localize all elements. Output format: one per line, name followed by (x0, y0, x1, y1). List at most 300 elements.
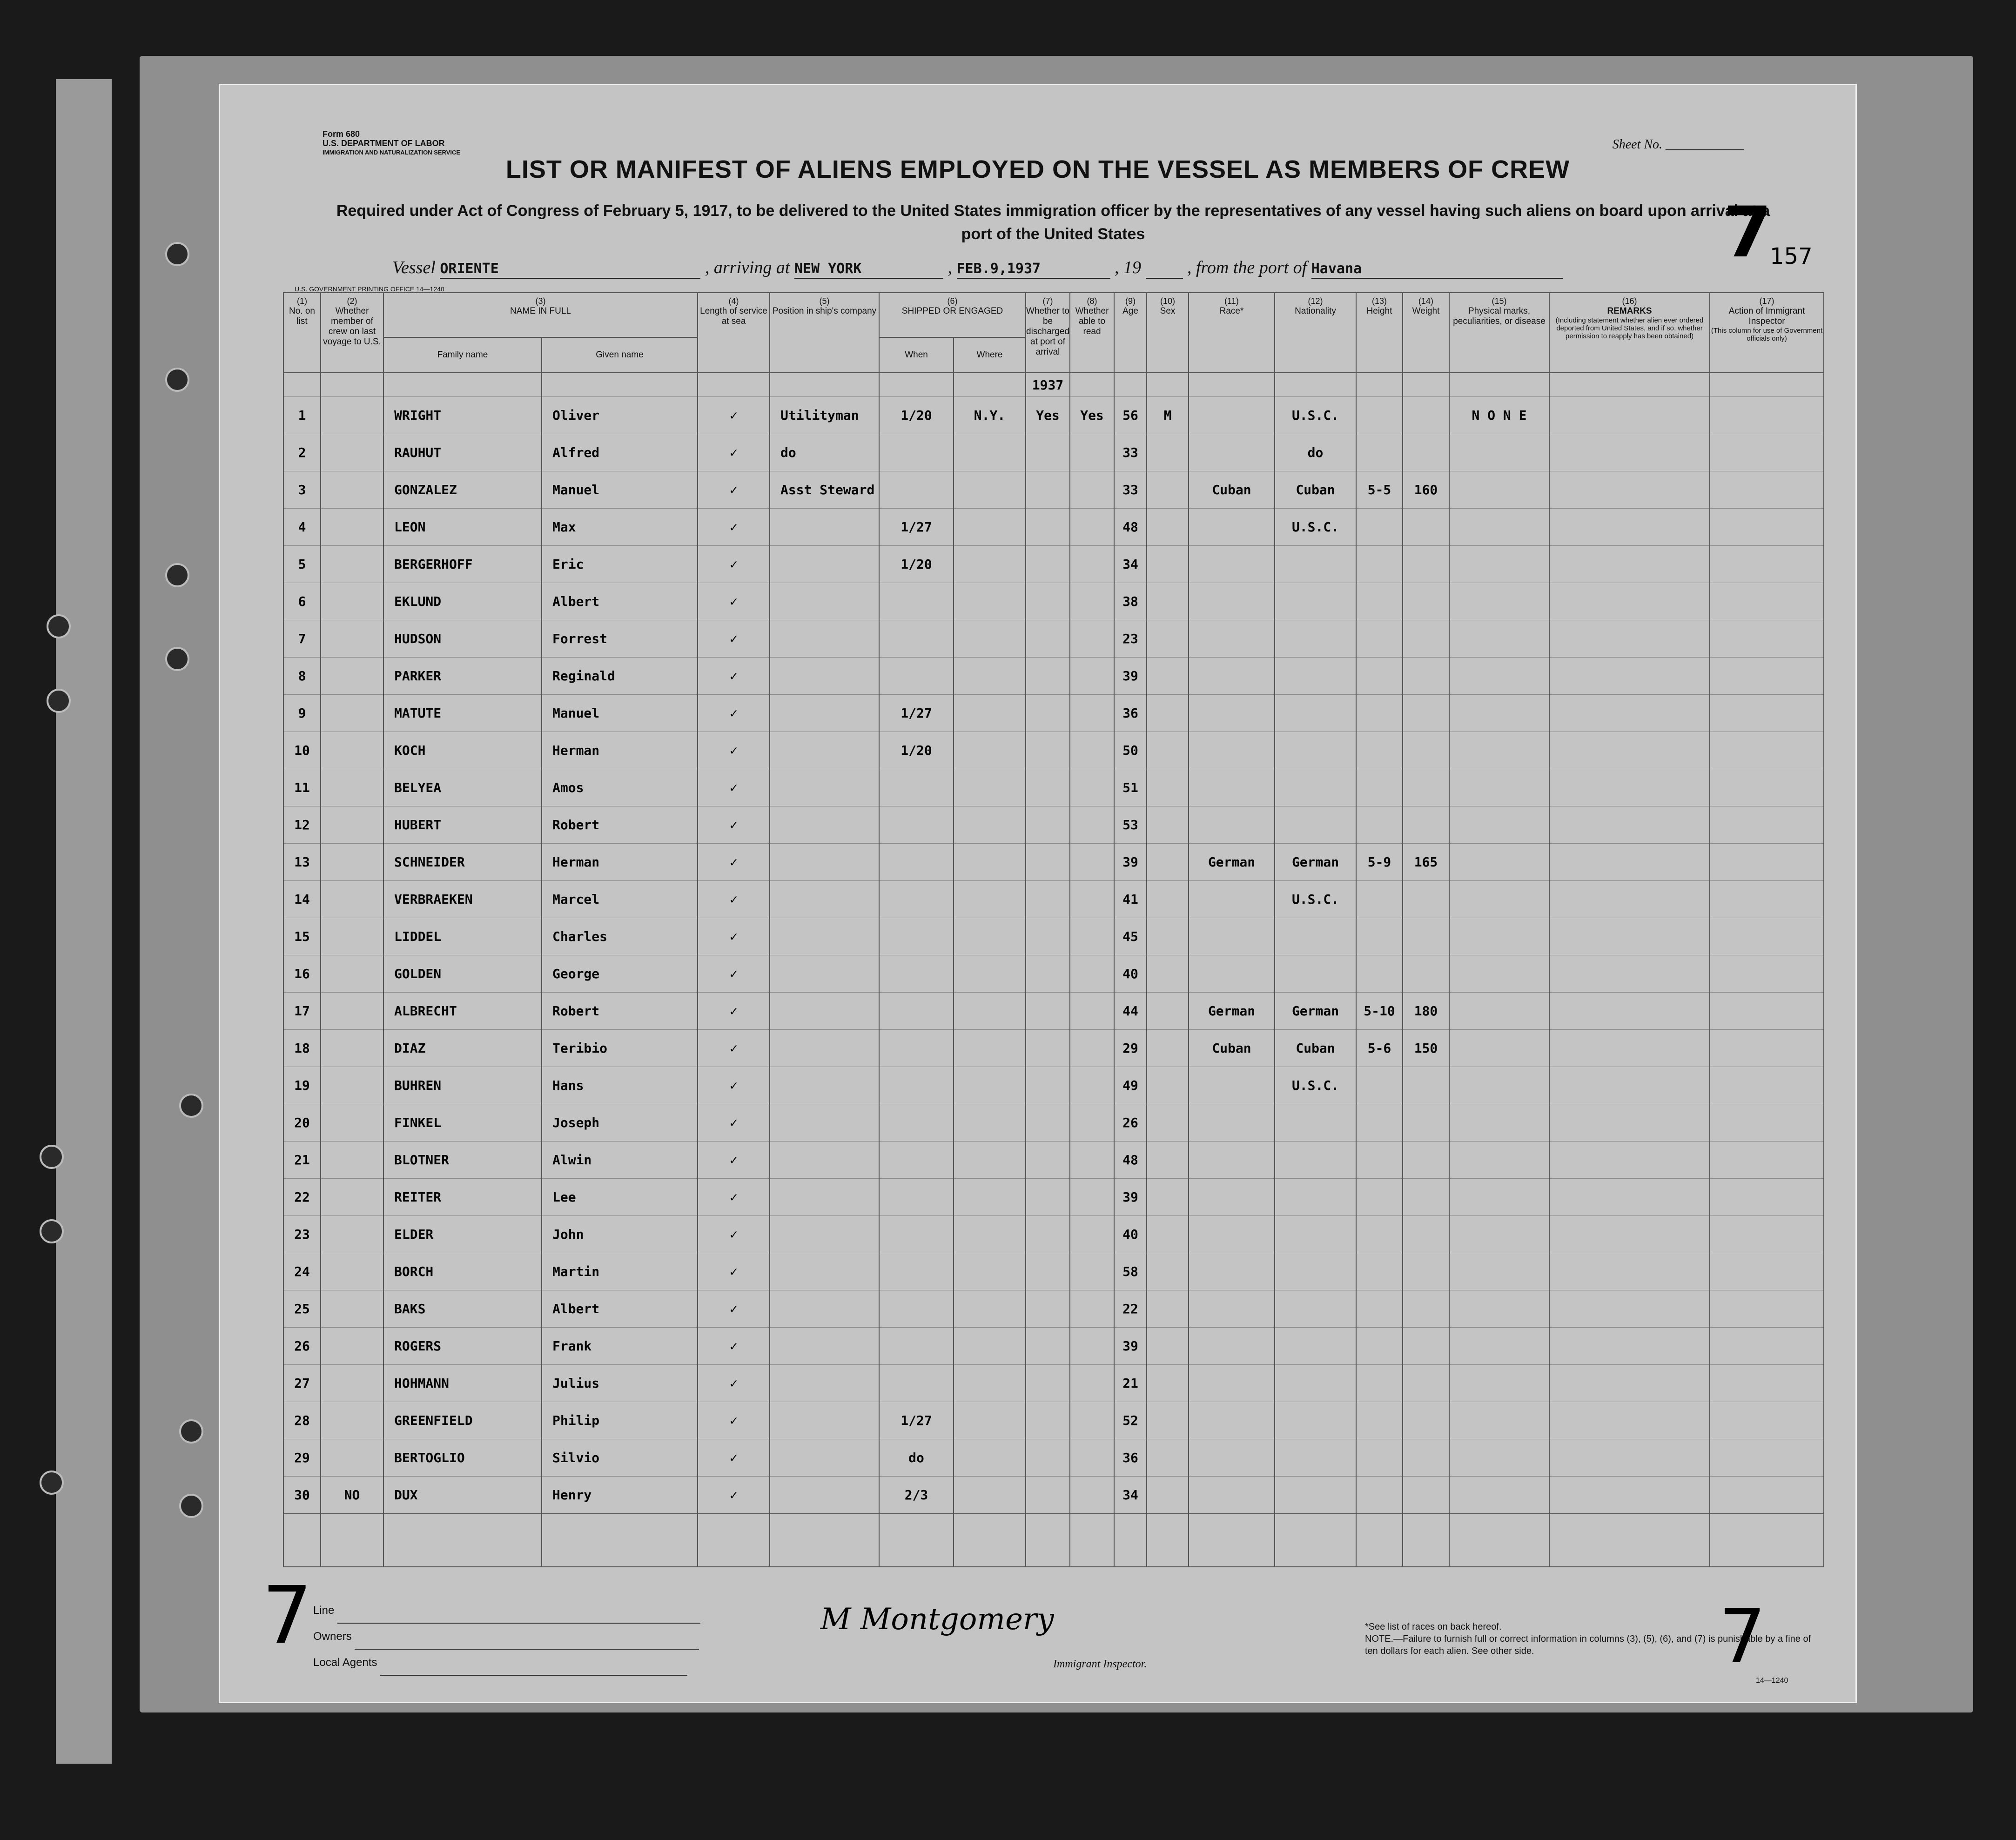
last-voyage-cell: NO (321, 1477, 383, 1514)
physical-marks-cell (1449, 993, 1549, 1030)
position-cell: Asst Steward (770, 471, 879, 509)
weight-cell (1403, 1290, 1449, 1328)
last-voyage-cell (321, 1290, 383, 1328)
age-cell: 36 (1114, 1439, 1147, 1477)
able-to-read-cell (1070, 1290, 1114, 1328)
row-number-cell: 25 (283, 1290, 321, 1328)
nationality-cell: U.S.C. (1275, 397, 1356, 434)
nationality-cell (1275, 1290, 1356, 1328)
shipped-where-cell (954, 918, 1026, 955)
family-name-cell: ELDER (383, 1216, 542, 1253)
service-check-cell: ✓ (698, 1142, 770, 1179)
race-cell (1189, 546, 1275, 583)
shipped-where-cell (954, 1253, 1026, 1290)
remarks-cell (1549, 1030, 1710, 1067)
race-cell (1189, 434, 1275, 471)
given-name-cell: Joseph (542, 1104, 698, 1142)
height-cell (1356, 1216, 1403, 1253)
discharged-cell (1026, 769, 1070, 806)
page-number: 157 (1770, 243, 1813, 269)
race-cell (1189, 881, 1275, 918)
inspector-action-cell (1710, 1216, 1824, 1253)
inspector-action-cell (1710, 695, 1824, 732)
blank-cell (1449, 1514, 1549, 1567)
table-row (283, 1104, 1824, 1142)
table-row (283, 1067, 1824, 1104)
nationality-cell (1275, 1477, 1356, 1514)
col-name-header: (3) NAME IN FULL (383, 293, 698, 337)
remarks-cell (1549, 881, 1710, 918)
family-name-cell: LIDDEL (383, 918, 542, 955)
table-row (283, 1253, 1824, 1290)
row-number-cell: 23 (283, 1216, 321, 1253)
table-row (283, 844, 1824, 881)
table-row (283, 1328, 1824, 1365)
col-remarks-header: (16) REMARKS (Including statement whether alien ever ordered deported from United States, and if so, whether permission to reapply has been obtained) (1549, 293, 1710, 373)
weight-cell: 160 (1403, 471, 1449, 509)
nationality-cell (1275, 806, 1356, 844)
service-check-cell: ✓ (698, 1365, 770, 1402)
blank-cell (1147, 1514, 1189, 1567)
handwritten-mark-right: 7 (1719, 1593, 1766, 1680)
able-to-read-cell (1070, 434, 1114, 471)
able-to-read-cell (1070, 955, 1114, 993)
race-cell (1189, 1328, 1275, 1365)
height-cell (1356, 1104, 1403, 1142)
family-name-cell: BUHREN (383, 1067, 542, 1104)
race-cell (1189, 583, 1275, 620)
inspector-action-cell (1710, 620, 1824, 658)
family-name-cell: KOCH (383, 732, 542, 769)
shipped-when-cell (879, 1365, 954, 1402)
race-cell: Cuban (1189, 1030, 1275, 1067)
sex-cell (1147, 1104, 1189, 1142)
row-number-cell: 14 (283, 881, 321, 918)
physical-marks-cell (1449, 620, 1549, 658)
physical-marks-cell (1449, 769, 1549, 806)
service-name: IMMIGRATION AND NATURALIZATION SERVICE (323, 149, 461, 156)
service-check-cell: ✓ (698, 955, 770, 993)
penalty-note: NOTE.—Failure to furnish full or correct information in columns (3), (5), (6), and (7) is punishable by a fine of ten dollars for each alien. See other side. (1365, 1634, 1811, 1656)
shipped-when-cell (879, 434, 954, 471)
weight-cell (1403, 695, 1449, 732)
col-action-header: (17) Action of Immigrant Inspector (This column for use of Government officials only) (1710, 293, 1824, 373)
age-cell: 38 (1114, 583, 1147, 620)
given-name-cell: Albert (542, 1290, 698, 1328)
given-name-cell: Oliver (542, 397, 698, 434)
table-row (283, 509, 1824, 546)
service-check-cell: ✓ (698, 1030, 770, 1067)
shipped-where-cell (954, 695, 1026, 732)
from-port-label: , from the port of (1187, 258, 1307, 277)
nationality-cell (1275, 658, 1356, 695)
service-check-cell: ✓ (698, 397, 770, 434)
shipped-when-cell (879, 1253, 954, 1290)
print-office: U.S. GOVERNMENT PRINTING OFFICE 14—1240 (295, 285, 444, 293)
given-name-cell: Herman (542, 732, 698, 769)
race-cell (1189, 509, 1275, 546)
able-to-read-cell (1070, 1216, 1114, 1253)
shipped-when-cell (879, 993, 954, 1030)
physical-marks-cell (1449, 955, 1549, 993)
line-label: Line (313, 1604, 335, 1617)
last-voyage-cell (321, 806, 383, 844)
inspector-action-cell (1710, 881, 1824, 918)
inspector-action-cell (1710, 1142, 1824, 1179)
service-check-cell: ✓ (698, 471, 770, 509)
height-cell (1356, 1142, 1403, 1179)
row-number-cell: 15 (283, 918, 321, 955)
sex-cell (1147, 844, 1189, 881)
race-footnote: *See list of races on back hereof. (1365, 1622, 1502, 1632)
height-cell (1356, 1067, 1403, 1104)
remarks-cell (1549, 806, 1710, 844)
table-row (283, 1216, 1824, 1253)
inspector-action-cell (1710, 471, 1824, 509)
row-number-cell: 3 (283, 471, 321, 509)
shipped-where-cell (954, 955, 1026, 993)
sex-cell (1147, 434, 1189, 471)
given-name-cell: Robert (542, 993, 698, 1030)
col-height-header: (13) Height (1356, 293, 1403, 373)
discharged-cell (1026, 1142, 1070, 1179)
table-row (283, 769, 1824, 806)
race-cell (1189, 1216, 1275, 1253)
departure-port: Havana (1311, 261, 1362, 277)
blank-cell (1189, 1514, 1275, 1567)
last-voyage-cell (321, 695, 383, 732)
nationality-cell (1275, 1402, 1356, 1439)
inspector-action-cell (1710, 546, 1824, 583)
nationality-cell (1275, 1179, 1356, 1216)
col-family-name-header: Family name (383, 337, 542, 373)
shipped-when-cell (879, 955, 954, 993)
discharged-cell (1026, 806, 1070, 844)
inspector-action-cell (1710, 583, 1824, 620)
row-number-cell: 8 (283, 658, 321, 695)
inspector-action-cell (1710, 397, 1824, 434)
physical-marks-cell (1449, 434, 1549, 471)
remarks-cell (1549, 583, 1710, 620)
age-cell: 51 (1114, 769, 1147, 806)
last-voyage-cell (321, 1216, 383, 1253)
punch-hole (47, 689, 71, 713)
service-check-cell: ✓ (698, 620, 770, 658)
service-check-cell: ✓ (698, 769, 770, 806)
sex-cell (1147, 583, 1189, 620)
able-to-read-cell (1070, 546, 1114, 583)
shipped-when-cell: 2/3 (879, 1477, 954, 1514)
discharged-cell (1026, 546, 1070, 583)
table-row (283, 1142, 1824, 1179)
given-name-cell: Marcel (542, 881, 698, 918)
binder-strip (56, 79, 112, 1764)
blank-cell (1356, 1514, 1403, 1567)
row-number-cell: 24 (283, 1253, 321, 1290)
height-cell (1356, 620, 1403, 658)
family-name-cell: VERBRAEKEN (383, 881, 542, 918)
remarks-cell (1549, 471, 1710, 509)
able-to-read-cell (1070, 1179, 1114, 1216)
service-check-cell: ✓ (698, 1402, 770, 1439)
sex-cell (1147, 1290, 1189, 1328)
table-row (283, 434, 1824, 471)
given-name-cell: John (542, 1216, 698, 1253)
height-cell (1356, 1365, 1403, 1402)
shipped-where-cell (954, 471, 1026, 509)
given-name-cell: Forrest (542, 620, 698, 658)
physical-marks-cell (1449, 1216, 1549, 1253)
position-cell (770, 1477, 879, 1514)
discharged-cell (1026, 658, 1070, 695)
position-cell (770, 1104, 879, 1142)
race-cell (1189, 769, 1275, 806)
sex-cell: M (1147, 397, 1189, 434)
table-row (283, 732, 1824, 769)
sex-cell (1147, 1067, 1189, 1104)
given-name-cell: Herman (542, 844, 698, 881)
remarks-cell (1549, 955, 1710, 993)
row-number-cell: 4 (283, 509, 321, 546)
position-cell (770, 1253, 879, 1290)
inspector-action-cell (1710, 1328, 1824, 1365)
blank-cell (1403, 1514, 1449, 1567)
age-cell: 40 (1114, 955, 1147, 993)
height-cell (1356, 1290, 1403, 1328)
able-to-read-cell (1070, 769, 1114, 806)
last-voyage-cell (321, 397, 383, 434)
shipped-when-cell (879, 1067, 954, 1104)
inspector-action-cell (1710, 1477, 1824, 1514)
nationality-cell (1275, 583, 1356, 620)
table-row (283, 1477, 1824, 1514)
shipped-where-cell (954, 1477, 1026, 1514)
sex-cell (1147, 732, 1189, 769)
service-check-cell: ✓ (698, 658, 770, 695)
nationality-cell (1275, 546, 1356, 583)
age-cell: 34 (1114, 546, 1147, 583)
service-check-cell: ✓ (698, 881, 770, 918)
race-cell (1189, 1477, 1275, 1514)
weight-cell (1403, 918, 1449, 955)
race-cell (1189, 1142, 1275, 1179)
able-to-read-cell: Yes (1070, 397, 1114, 434)
service-check-cell: ✓ (698, 583, 770, 620)
position-cell (770, 509, 879, 546)
inspector-action-cell (1710, 1179, 1824, 1216)
col-race-header: (11) Race* (1189, 293, 1275, 373)
remarks-cell (1549, 1253, 1710, 1290)
remarks-cell (1549, 658, 1710, 695)
arrival-port: NEW YORK (794, 261, 862, 277)
last-voyage-cell (321, 769, 383, 806)
sex-cell (1147, 881, 1189, 918)
given-name-cell: Martin (542, 1253, 698, 1290)
age-cell: 26 (1114, 1104, 1147, 1142)
remarks-cell (1549, 695, 1710, 732)
given-name-cell: Lee (542, 1179, 698, 1216)
family-name-cell: REITER (383, 1179, 542, 1216)
discharged-cell (1026, 434, 1070, 471)
physical-marks-cell (1449, 471, 1549, 509)
inspector-signature: M Montgomery (820, 1602, 1054, 1637)
discharged-cell (1026, 1290, 1070, 1328)
shipped-when-cell: 1/20 (879, 546, 954, 583)
position-cell (770, 695, 879, 732)
weight-cell (1403, 1365, 1449, 1402)
inspector-action-cell (1710, 993, 1824, 1030)
table-row (283, 1439, 1824, 1477)
sex-cell (1147, 1365, 1189, 1402)
inspector-action-cell (1710, 806, 1824, 844)
remarks-cell (1549, 509, 1710, 546)
nationality-cell (1275, 769, 1356, 806)
punch-hole (40, 1471, 64, 1495)
nationality-cell (1275, 1104, 1356, 1142)
year-prefix: , 19 (1115, 258, 1141, 277)
family-name-cell: LEON (383, 509, 542, 546)
punch-hole (165, 368, 189, 392)
row-number-cell: 26 (283, 1328, 321, 1365)
able-to-read-cell (1070, 1402, 1114, 1439)
punch-hole (179, 1094, 203, 1118)
page-title: LIST OR MANIFEST OF ALIENS EMPLOYED ON THE VESSEL AS MEMBERS OF CREW (505, 155, 1570, 183)
nationality-cell: do (1275, 434, 1356, 471)
table-row (283, 993, 1824, 1030)
row-number-cell: 18 (283, 1030, 321, 1067)
blank-cell (383, 1514, 542, 1567)
col-age-header: (9) Age (1114, 293, 1147, 373)
remarks-cell (1549, 732, 1710, 769)
height-cell (1356, 732, 1403, 769)
height-cell (1356, 1439, 1403, 1477)
col-position-header: (5) Position in ship's company (770, 293, 879, 373)
table-row (283, 1179, 1824, 1216)
sex-cell (1147, 1402, 1189, 1439)
race-cell (1189, 695, 1275, 732)
blank-cell (698, 1514, 770, 1567)
family-name-cell: SCHNEIDER (383, 844, 542, 881)
weight-cell (1403, 955, 1449, 993)
weight-cell (1403, 1104, 1449, 1142)
shipped-when-cell (879, 1290, 954, 1328)
discharged-cell (1026, 583, 1070, 620)
service-check-cell: ✓ (698, 1067, 770, 1104)
blank-cell (542, 1514, 698, 1567)
shipped-when-cell (879, 1216, 954, 1253)
position-cell (770, 1365, 879, 1402)
shipped-when-cell (879, 658, 954, 695)
family-name-cell: WRIGHT (383, 397, 542, 434)
shipped-when-cell: do (879, 1439, 954, 1477)
position-cell (770, 1179, 879, 1216)
weight-cell (1403, 658, 1449, 695)
weight-cell (1403, 1179, 1449, 1216)
last-voyage-cell (321, 620, 383, 658)
physical-marks-cell (1449, 1030, 1549, 1067)
shipped-where-cell (954, 1328, 1026, 1365)
given-name-cell: Manuel (542, 471, 698, 509)
able-to-read-cell (1070, 471, 1114, 509)
shipped-where-cell (954, 583, 1026, 620)
height-cell: 5-6 (1356, 1030, 1403, 1067)
discharged-cell (1026, 993, 1070, 1030)
age-cell: 39 (1114, 844, 1147, 881)
race-cell (1189, 1067, 1275, 1104)
physical-marks-cell (1449, 1439, 1549, 1477)
remarks-cell (1549, 1179, 1710, 1216)
sex-cell (1147, 806, 1189, 844)
last-voyage-cell (321, 1179, 383, 1216)
service-check-cell: ✓ (698, 844, 770, 881)
given-name-cell: Max (542, 509, 698, 546)
height-cell (1356, 806, 1403, 844)
family-name-cell: BLOTNER (383, 1142, 542, 1179)
table-row (283, 1030, 1824, 1067)
table-row (283, 1365, 1824, 1402)
sex-cell (1147, 1328, 1189, 1365)
physical-marks-cell (1449, 1402, 1549, 1439)
able-to-read-cell (1070, 1030, 1114, 1067)
remarks-cell (1549, 1328, 1710, 1365)
age-cell: 34 (1114, 1477, 1147, 1514)
nationality-cell (1275, 620, 1356, 658)
table-row (283, 955, 1824, 993)
sex-cell (1147, 658, 1189, 695)
discharged-cell (1026, 695, 1070, 732)
weight-cell (1403, 769, 1449, 806)
last-voyage-cell (321, 1067, 383, 1104)
given-name-cell: Henry (542, 1477, 698, 1514)
shipped-where-cell (954, 658, 1026, 695)
nationality-cell (1275, 1142, 1356, 1179)
manifest-body (283, 373, 1824, 1567)
shipped-when-cell (879, 1328, 954, 1365)
inspector-action-cell (1710, 955, 1824, 993)
shipped-when-cell (879, 918, 954, 955)
shipped-where-cell (954, 1179, 1026, 1216)
discharged-cell (1026, 1365, 1070, 1402)
age-cell: 41 (1114, 881, 1147, 918)
age-cell: 45 (1114, 918, 1147, 955)
weight-cell (1403, 509, 1449, 546)
physical-marks-cell (1449, 583, 1549, 620)
position-cell (770, 732, 879, 769)
row-number-cell: 11 (283, 769, 321, 806)
row-number-cell: 20 (283, 1104, 321, 1142)
shipped-where-cell (954, 1439, 1026, 1477)
last-voyage-cell (321, 1402, 383, 1439)
sex-cell (1147, 546, 1189, 583)
height-cell (1356, 434, 1403, 471)
row-number-cell: 29 (283, 1439, 321, 1477)
height-cell (1356, 1477, 1403, 1514)
last-voyage-cell (321, 546, 383, 583)
punch-hole (179, 1494, 203, 1518)
local-agents-label: Local Agents (313, 1656, 377, 1669)
service-check-cell: ✓ (698, 695, 770, 732)
physical-marks-cell (1449, 918, 1549, 955)
voyage-line: Vessel ORIENTE , arriving at NEW YORK , FEB.9,1937 , 19 , from the port of Havana (392, 257, 1695, 279)
able-to-read-cell (1070, 993, 1114, 1030)
vessel-label: Vessel (392, 258, 436, 277)
able-to-read-cell (1070, 1253, 1114, 1290)
sheet-no-label: Sheet No. ____________ (1612, 137, 1744, 152)
nationality-cell: U.S.C. (1275, 509, 1356, 546)
discharged-cell (1026, 1216, 1070, 1253)
last-voyage-cell (321, 1253, 383, 1290)
age-cell: 58 (1114, 1253, 1147, 1290)
